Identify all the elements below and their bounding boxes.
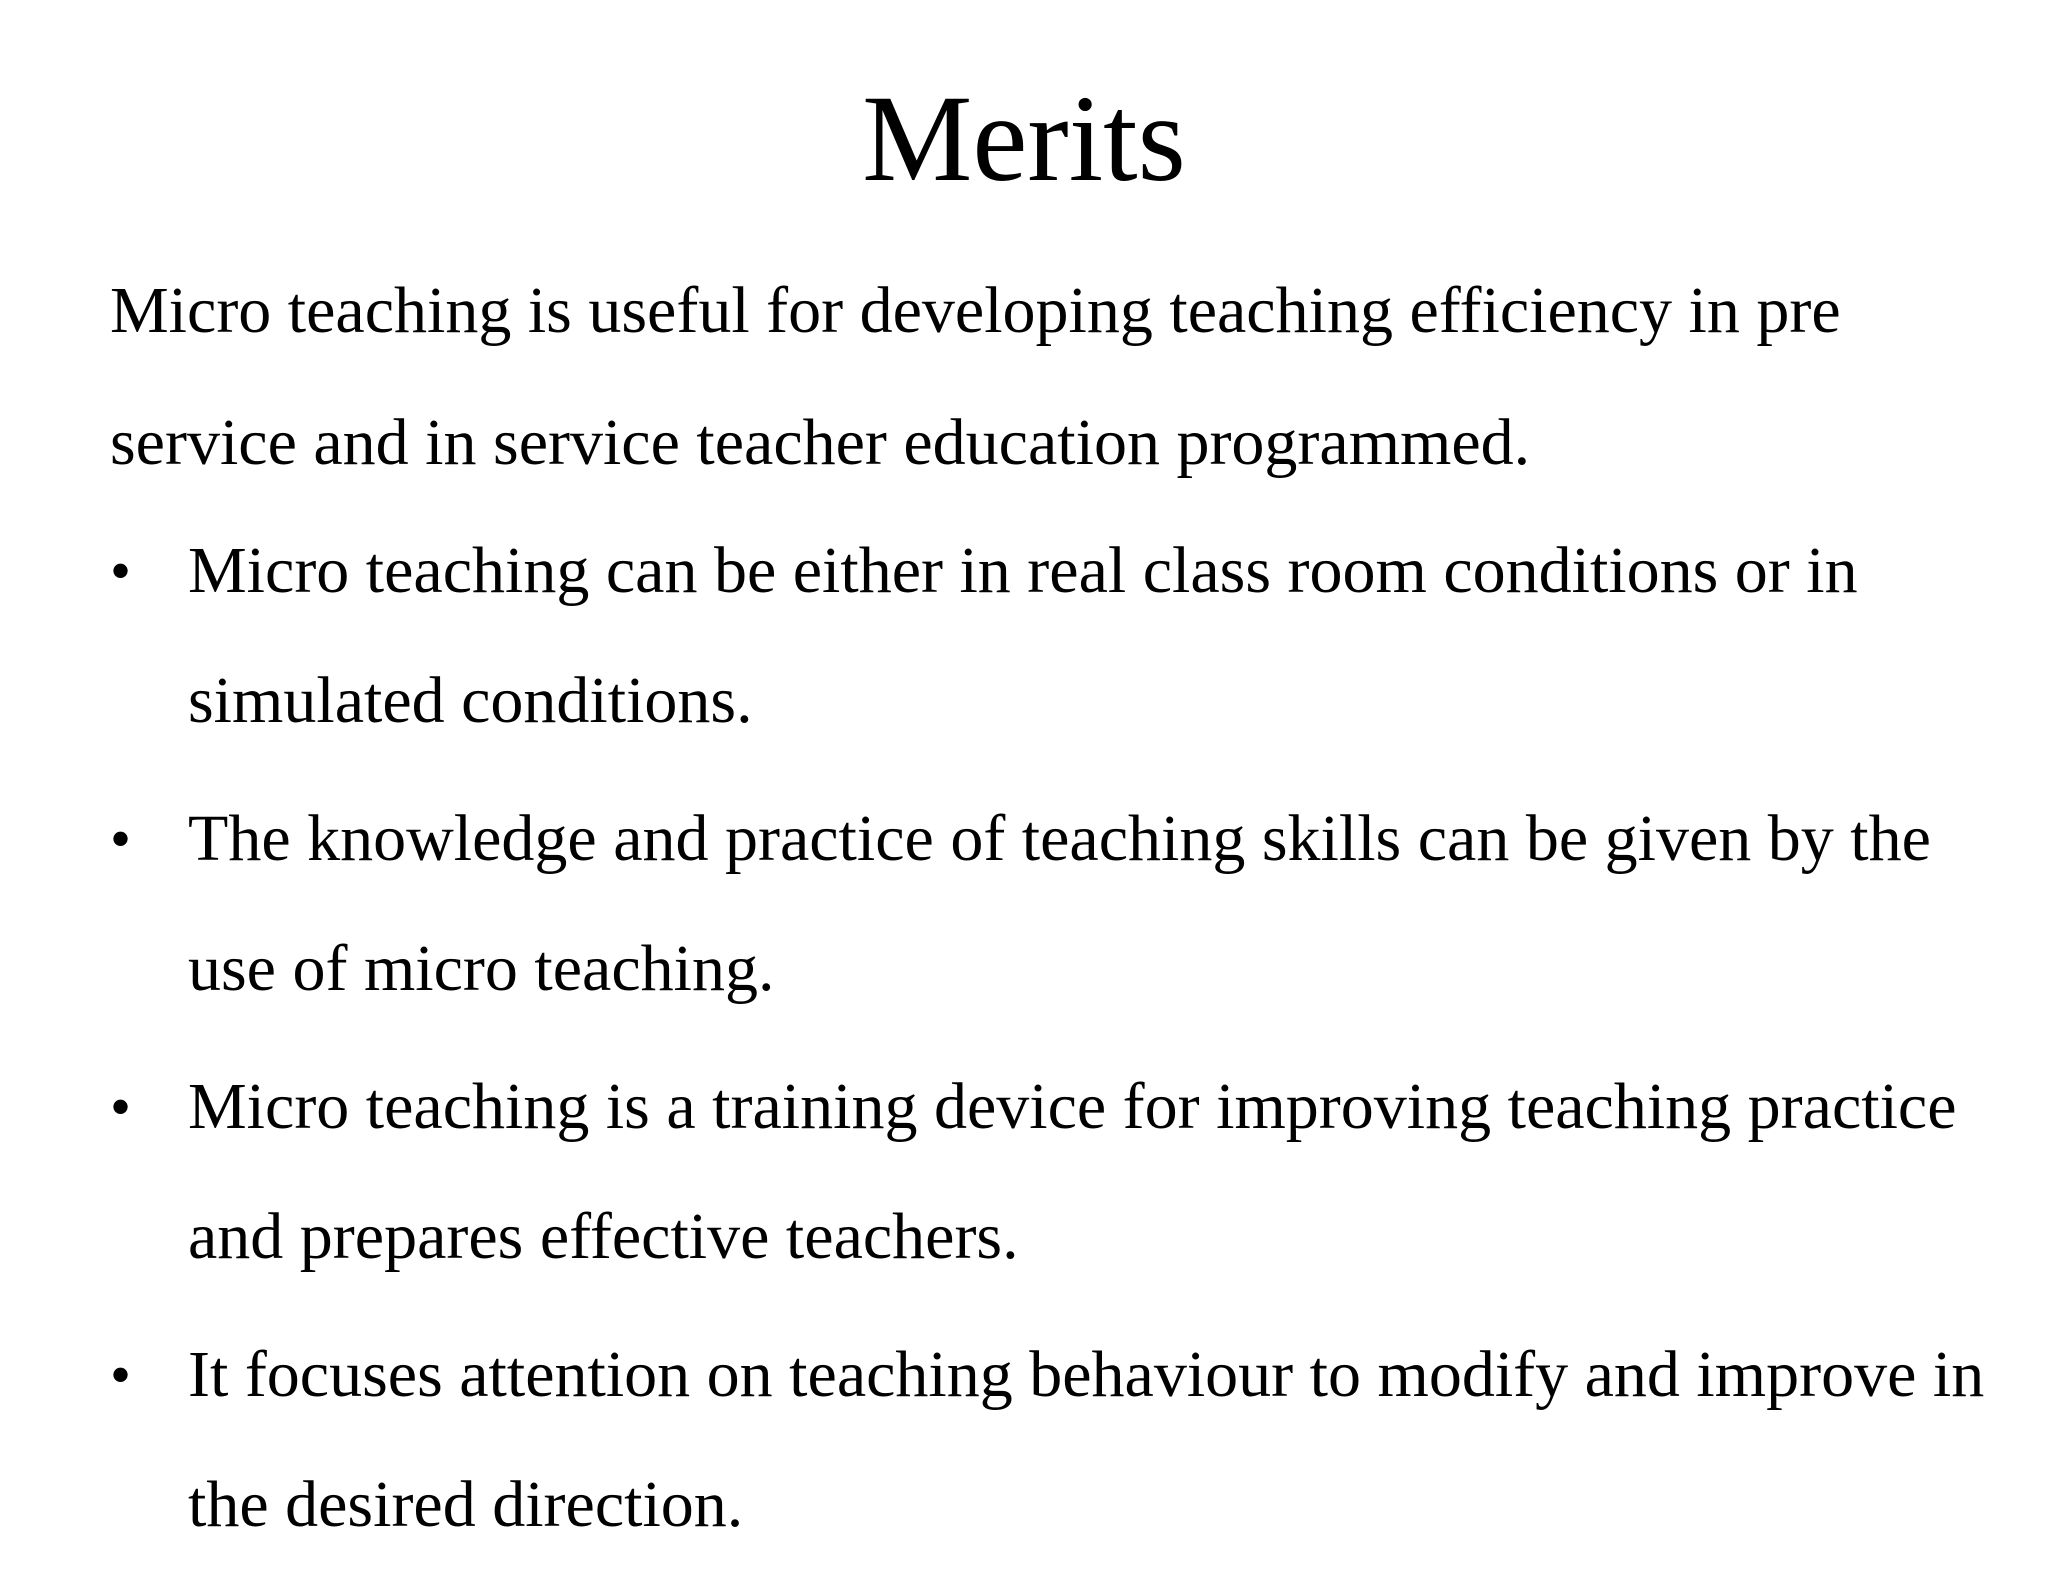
bullet-list	[110, 506, 1990, 1578]
bullet-item	[110, 1042, 1990, 1302]
bullet-icon: •	[110, 1342, 132, 1408]
bullet-item	[110, 774, 1990, 1034]
bullet-icon: •	[110, 1074, 132, 1140]
intro-paragraph: Micro teaching is useful for developing teaching efficiency in pre service and in service teacher education programmed.	[110, 274, 1841, 479]
bullet-text: The knowledge and practice of teaching skills can be given by the use of micro teaching.	[188, 802, 1931, 1005]
bullet-icon: •	[110, 538, 132, 604]
bullet-text: It focuses attention on teaching behaviour to modify and improve in the desired direction.	[188, 1338, 1985, 1541]
bullet-icon: •	[110, 806, 132, 872]
bullet-item	[110, 506, 1990, 766]
bullet-item	[110, 1310, 1990, 1570]
slide-title: Merits	[862, 70, 1186, 207]
bullet-text: Micro teaching is a training device for improving teaching practice and prepares effective teachers.	[188, 1070, 1957, 1273]
bullet-text: Micro teaching can be either in real class room conditions or in simulated conditions.	[188, 534, 1858, 737]
